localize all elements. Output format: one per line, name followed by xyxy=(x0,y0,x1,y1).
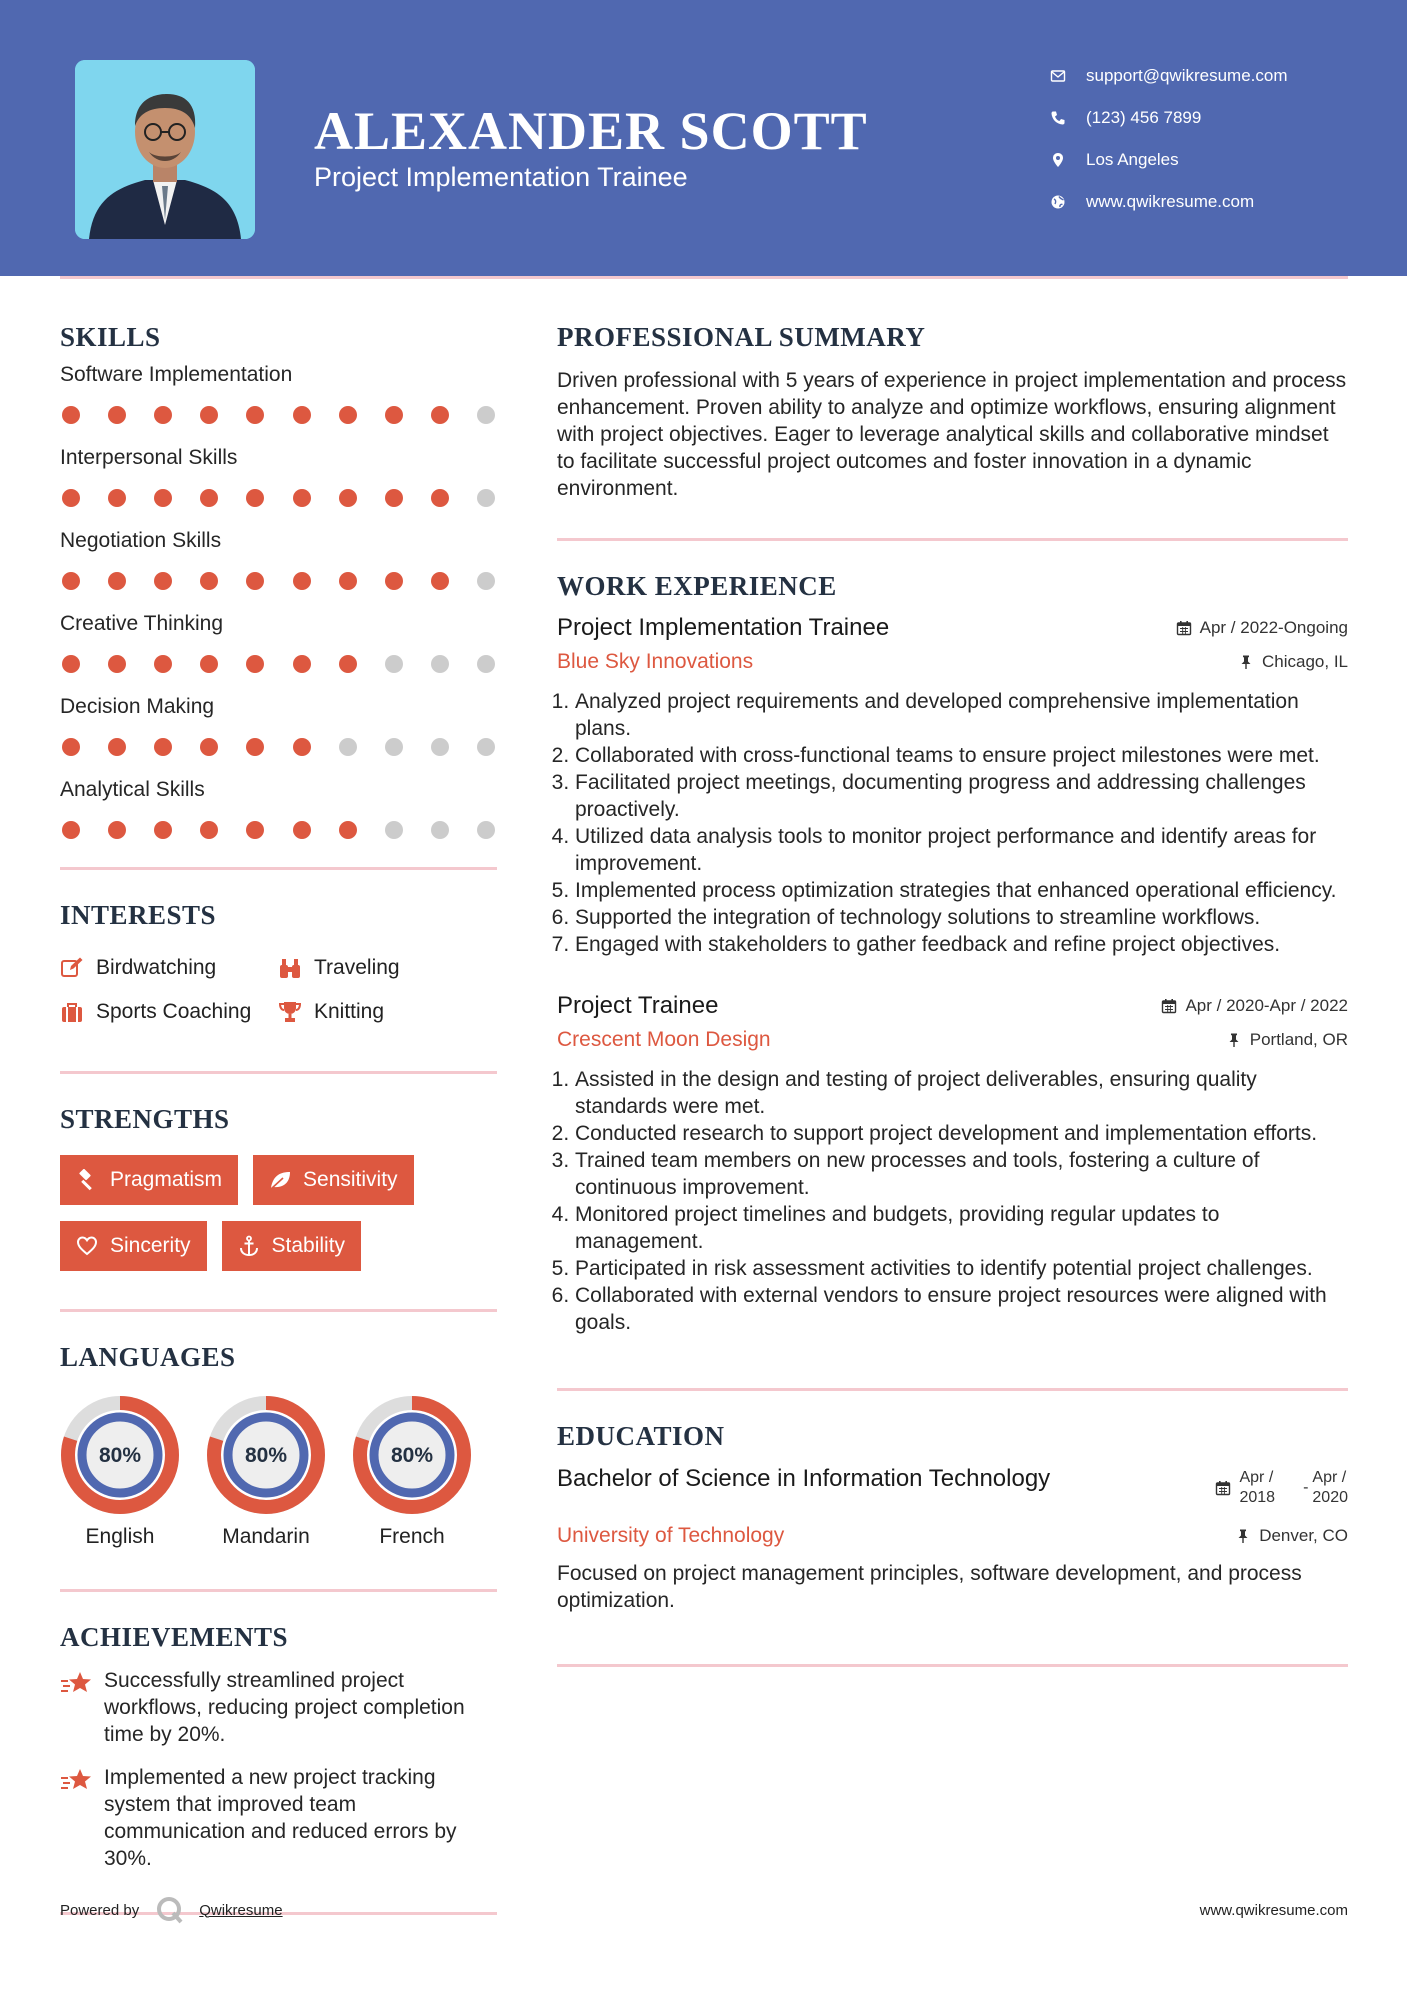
skill-dot-filled xyxy=(339,489,357,507)
interest-item xyxy=(278,997,497,1027)
job-dates xyxy=(1161,996,1348,1016)
achievement-item xyxy=(60,1667,497,1748)
strength-tag xyxy=(60,1221,207,1271)
achievements-section xyxy=(60,1622,497,1872)
languages-section xyxy=(60,1342,497,1549)
job-location-text: Portland, OR xyxy=(1249,1030,1348,1049)
section-divider xyxy=(60,1589,497,1592)
leaf-icon xyxy=(269,1169,291,1191)
strength-label: Pragmatism xyxy=(110,1168,223,1191)
job-duty: 1. Analyzed project requirements and developed comprehensive implementation plans. xyxy=(575,688,1348,742)
skill-dot-filled xyxy=(431,406,449,424)
header-divider xyxy=(60,276,1348,279)
education-location xyxy=(1235,1526,1348,1546)
language-ring xyxy=(352,1395,472,1515)
skill-dot-empty xyxy=(385,655,403,673)
footer-powered-by: Powered by xyxy=(60,1901,140,1919)
skill-level-dots xyxy=(60,559,497,602)
skill-dot-empty xyxy=(477,655,495,673)
job-duty: 6. Supported the integration of technology solutions to streamline workflows. xyxy=(575,904,1348,931)
skill-dot-empty xyxy=(431,738,449,756)
candidate-title: Project Implementation Trainee xyxy=(314,162,688,192)
job-title: Project Implementation Trainee xyxy=(557,614,890,641)
skill-level-dots xyxy=(60,725,497,768)
job-header xyxy=(557,614,1348,642)
candidate-name: ALEXANDER SCOTT xyxy=(314,101,868,161)
interest-item xyxy=(60,997,278,1027)
map-pin-icon xyxy=(1050,152,1086,168)
skill-name: Interpersonal Skills xyxy=(60,446,238,469)
job-duties xyxy=(557,688,1348,958)
section-divider xyxy=(60,1309,497,1312)
language-item xyxy=(206,1395,326,1549)
contact-info xyxy=(1050,55,1288,223)
skill-dot-filled xyxy=(62,738,80,756)
star-medal-icon xyxy=(60,1766,94,1796)
envelope-icon xyxy=(1050,68,1086,84)
language-percent: 80% xyxy=(98,1444,142,1467)
skill-dot-filled xyxy=(200,489,218,507)
star-medal-icon xyxy=(60,1669,94,1699)
education-school: University of Technology xyxy=(557,1524,785,1547)
job-title: Project Trainee xyxy=(557,992,719,1019)
skills-list xyxy=(60,363,497,851)
education-section xyxy=(557,1421,1348,1614)
job-location xyxy=(1226,1030,1348,1050)
skill-dot-filled xyxy=(293,572,311,590)
achievements-heading: ACHIEVEMENTS xyxy=(60,1622,289,1652)
education-heading: EDUCATION xyxy=(557,1421,725,1451)
skill-dot-filled xyxy=(385,572,403,590)
job-duty: 4. Monitored project timelines and budgets, providing regular updates to management. xyxy=(575,1201,1348,1255)
languages-list xyxy=(60,1395,497,1549)
interests-list xyxy=(60,953,497,1027)
strength-label: Stability xyxy=(271,1234,346,1257)
skill-dot-filled xyxy=(246,406,264,424)
gavel-icon xyxy=(76,1169,98,1191)
skill-dot-filled xyxy=(154,406,172,424)
skill-dot-empty xyxy=(477,489,495,507)
resume-header xyxy=(0,0,1407,276)
strength-tag xyxy=(253,1155,414,1205)
skill-dot-filled xyxy=(200,738,218,756)
skill-dot-filled xyxy=(62,572,80,590)
phone-icon xyxy=(1050,110,1086,126)
skill-dot-filled xyxy=(62,406,80,424)
interests-heading: INTERESTS xyxy=(60,900,217,930)
job-company-row xyxy=(557,1028,1348,1052)
language-item xyxy=(352,1395,472,1549)
education-degree: Bachelor of Science in Information Technology xyxy=(557,1465,1051,1492)
binoculars-icon xyxy=(278,956,302,980)
job-duty: 5. Implemented process optimization strategies that enhanced operational efficiency. xyxy=(575,877,1348,904)
job-duty: 4. Utilized data analysis tools to monitor project performance and identify areas for improvement. xyxy=(575,823,1348,877)
job-duty: 2. Collaborated with cross-functional teams to ensure project milestones were met. xyxy=(575,742,1348,769)
pushpin-icon xyxy=(1238,654,1254,670)
job-company: Crescent Moon Design xyxy=(557,1028,771,1051)
calendar-icon xyxy=(1215,1480,1231,1496)
job-duties xyxy=(557,1066,1348,1336)
skill-dot-filled xyxy=(108,655,126,673)
section-divider xyxy=(557,538,1348,541)
education-school-row xyxy=(557,1524,1348,1548)
skill-dot-filled xyxy=(62,821,80,839)
section-divider xyxy=(557,1388,1348,1391)
skill-dot-filled xyxy=(246,821,264,839)
education-location-text: Denver, CO xyxy=(1259,1526,1348,1545)
globe-icon xyxy=(1050,194,1086,210)
person-portrait-icon xyxy=(75,60,255,239)
skill-dot-filled xyxy=(154,489,172,507)
contact-email[interactable] xyxy=(1050,55,1288,97)
strengths-heading: STRENGTHS xyxy=(60,1104,230,1134)
job-duty: 1. Assisted in the design and testing of project deliverables, ensuring quality standards were met. xyxy=(575,1066,1348,1120)
job-duty: 3. Facilitated project meetings, documenting progress and addressing challenges proactively. xyxy=(575,769,1348,823)
left-column xyxy=(60,322,497,1915)
section-divider xyxy=(557,1664,1348,1667)
skill-dot-filled xyxy=(293,738,311,756)
job-dates-text: Apr / 2022-Ongoing xyxy=(1199,618,1348,637)
calendar-icon xyxy=(1161,998,1177,1014)
footer-branding xyxy=(60,1895,283,1925)
skill-dot-filled xyxy=(246,489,264,507)
experience-heading: WORK EXPERIENCE xyxy=(557,571,837,601)
job-location xyxy=(1238,652,1348,672)
language-item xyxy=(60,1395,180,1549)
pencil-square-icon xyxy=(60,956,84,980)
language-ring xyxy=(60,1395,180,1515)
job-dates xyxy=(1176,618,1348,638)
calendar-icon xyxy=(1176,620,1192,636)
contact-phone-text: (123) 456 7899 xyxy=(1086,108,1202,127)
contact-website[interactable] xyxy=(1050,181,1288,223)
section-divider xyxy=(60,867,497,870)
contact-phone[interactable] xyxy=(1050,97,1288,139)
skill-name: Decision Making xyxy=(60,695,215,718)
interest-label: Birdwatching xyxy=(96,956,217,979)
skill-dot-empty xyxy=(477,821,495,839)
job-company: Blue Sky Innovations xyxy=(557,650,754,673)
skill-dot-filled xyxy=(339,821,357,839)
skill-dot-filled xyxy=(62,489,80,507)
job-header xyxy=(557,992,1348,1020)
language-name: French xyxy=(379,1525,445,1548)
job-entry xyxy=(557,992,1348,1336)
contact-location-text: Los Angeles xyxy=(1086,150,1179,169)
education-date-separator: - xyxy=(1303,1479,1309,1496)
skill-dot-filled xyxy=(385,406,403,424)
skill-dot-filled xyxy=(200,821,218,839)
skill-dot-filled xyxy=(108,738,126,756)
job-duty: 5. Participated in risk assessment activities to identify potential project challenges. xyxy=(575,1255,1348,1282)
skill-dot-empty xyxy=(477,738,495,756)
skill-dot-empty xyxy=(477,406,495,424)
strength-label: Sincerity xyxy=(110,1234,191,1257)
page-footer xyxy=(60,1895,1348,1925)
education-header xyxy=(557,1464,1348,1508)
job-location-text: Chicago, IL xyxy=(1262,652,1348,671)
skill-dot-filled xyxy=(200,572,218,590)
skill-level-dots xyxy=(60,476,497,519)
job-dates-text: Apr / 2020-Apr / 2022 xyxy=(1185,996,1348,1015)
skill-dot-filled xyxy=(154,655,172,673)
skill-dot-filled xyxy=(154,821,172,839)
skill-dot-filled xyxy=(385,489,403,507)
education-start xyxy=(1239,1468,1275,1508)
interest-label: Traveling xyxy=(314,956,400,979)
skill-dot-filled xyxy=(431,489,449,507)
strength-tag xyxy=(222,1221,362,1271)
skill-dot-filled xyxy=(339,572,357,590)
heart-icon xyxy=(76,1235,98,1257)
skill-dot-empty xyxy=(339,738,357,756)
achievement-text: Successfully streamlined project workflows, reducing project completion time by 20%. xyxy=(104,1669,465,1746)
skill-dot-filled xyxy=(108,821,126,839)
jobs-list xyxy=(557,614,1348,1336)
skill-dot-filled xyxy=(339,406,357,424)
skill-dot-filled xyxy=(293,489,311,507)
job-company-row xyxy=(557,650,1348,674)
experience-section xyxy=(557,571,1348,1336)
skill-dot-empty xyxy=(385,821,403,839)
skill-name: Software Implementation xyxy=(60,363,293,386)
education-start-year: 2018 xyxy=(1239,1489,1276,1506)
job-duty: 3. Trained team members on new processes and tools, fostering a culture of continuous improvement. xyxy=(575,1147,1348,1201)
skill-name: Negotiation Skills xyxy=(60,529,222,552)
anchor-icon xyxy=(238,1235,260,1257)
achievement-item xyxy=(60,1764,497,1872)
skill-dot-filled xyxy=(154,738,172,756)
skill-dot-filled xyxy=(108,406,126,424)
job-duty: 6. Collaborated with external vendors to ensure project resources were aligned with goals. xyxy=(575,1282,1348,1336)
skills-heading: SKILLS xyxy=(60,322,161,352)
strength-label: Sensitivity xyxy=(303,1168,398,1191)
skill-dot-filled xyxy=(246,655,264,673)
education-dates xyxy=(1215,1468,1348,1508)
summary-text: Driven professional with 5 years of experience in project implementation and process enhancement. Proven ability to analyze and optimize workflows, ensuring alignment with project objectives. Eager to leverage analytical skills and collaborative mindset to facilitate successful project outcomes and foster innovation in a dynamic environment. xyxy=(557,369,1347,500)
skill-dot-filled xyxy=(200,655,218,673)
job-entry xyxy=(557,614,1348,958)
skill-dot-filled xyxy=(200,406,218,424)
interest-label: Sports Coaching xyxy=(96,1000,252,1023)
skill-dot-filled xyxy=(62,655,80,673)
skill-dot-filled xyxy=(431,572,449,590)
language-ring xyxy=(206,1395,326,1515)
strength-tag xyxy=(60,1155,238,1205)
summary-section xyxy=(557,322,1348,502)
skills-section xyxy=(60,322,497,851)
education-end-month: Apr / xyxy=(1312,1469,1347,1486)
strengths-list xyxy=(60,1155,497,1271)
skill-dot-empty xyxy=(431,821,449,839)
language-name: English xyxy=(85,1525,155,1548)
languages-heading: LANGUAGES xyxy=(60,1342,236,1372)
education-end xyxy=(1312,1468,1348,1508)
qwikresume-logo-icon xyxy=(155,1895,185,1925)
skill-dot-filled xyxy=(246,738,264,756)
interest-item xyxy=(60,953,278,983)
contact-website-text: www.qwikresume.com xyxy=(1086,192,1255,211)
skill-dot-filled xyxy=(293,406,311,424)
skill-name: Creative Thinking xyxy=(60,612,224,635)
footer-brand-link[interactable]: Qwikresume xyxy=(199,1901,283,1919)
skill-name: Analytical Skills xyxy=(60,778,205,801)
skill-dot-empty xyxy=(431,655,449,673)
skill-level-dots xyxy=(60,393,497,436)
profile-photo xyxy=(75,60,255,239)
right-column xyxy=(557,322,1348,1667)
education-description: Focused on project management principles, software development, and process optimization. xyxy=(557,1562,1302,1612)
strengths-section xyxy=(60,1104,497,1271)
achievement-text: Implemented a new project tracking system that improved team communication and reduced errors by 30%. xyxy=(104,1766,457,1870)
education-end-year: 2020 xyxy=(1312,1489,1348,1506)
language-percent: 80% xyxy=(244,1444,288,1467)
skill-dot-empty xyxy=(477,572,495,590)
footer-website[interactable]: www.qwikresume.com xyxy=(1199,1901,1348,1919)
summary-heading: PROFESSIONAL SUMMARY xyxy=(557,322,926,352)
job-duty: 7. Engaged with stakeholders to gather feedback and refine project objectives. xyxy=(575,931,1348,958)
skill-level-dots xyxy=(60,808,497,851)
education-start-month: Apr / xyxy=(1239,1469,1274,1486)
interest-item xyxy=(278,953,497,983)
skill-dot-filled xyxy=(246,572,264,590)
trophy-icon xyxy=(278,1000,302,1024)
skill-dot-filled xyxy=(293,655,311,673)
skill-dot-filled xyxy=(108,489,126,507)
pushpin-icon xyxy=(1235,1528,1251,1544)
interests-section xyxy=(60,900,497,1027)
skill-level-dots xyxy=(60,642,497,685)
skill-dot-filled xyxy=(108,572,126,590)
pushpin-icon xyxy=(1226,1032,1242,1048)
skill-dot-filled xyxy=(154,572,172,590)
skill-dot-empty xyxy=(385,738,403,756)
briefcase-icon xyxy=(60,1000,84,1024)
contact-email-text: support@qwikresume.com xyxy=(1086,66,1288,85)
interest-label: Knitting xyxy=(314,1000,385,1023)
job-duty: 2. Conducted research to support project development and implementation efforts. xyxy=(575,1120,1348,1147)
skill-dot-filled xyxy=(339,655,357,673)
skill-dot-filled xyxy=(293,821,311,839)
language-name: Mandarin xyxy=(222,1525,310,1548)
contact-location xyxy=(1050,139,1288,181)
language-percent: 80% xyxy=(390,1444,434,1467)
section-divider xyxy=(60,1071,497,1074)
